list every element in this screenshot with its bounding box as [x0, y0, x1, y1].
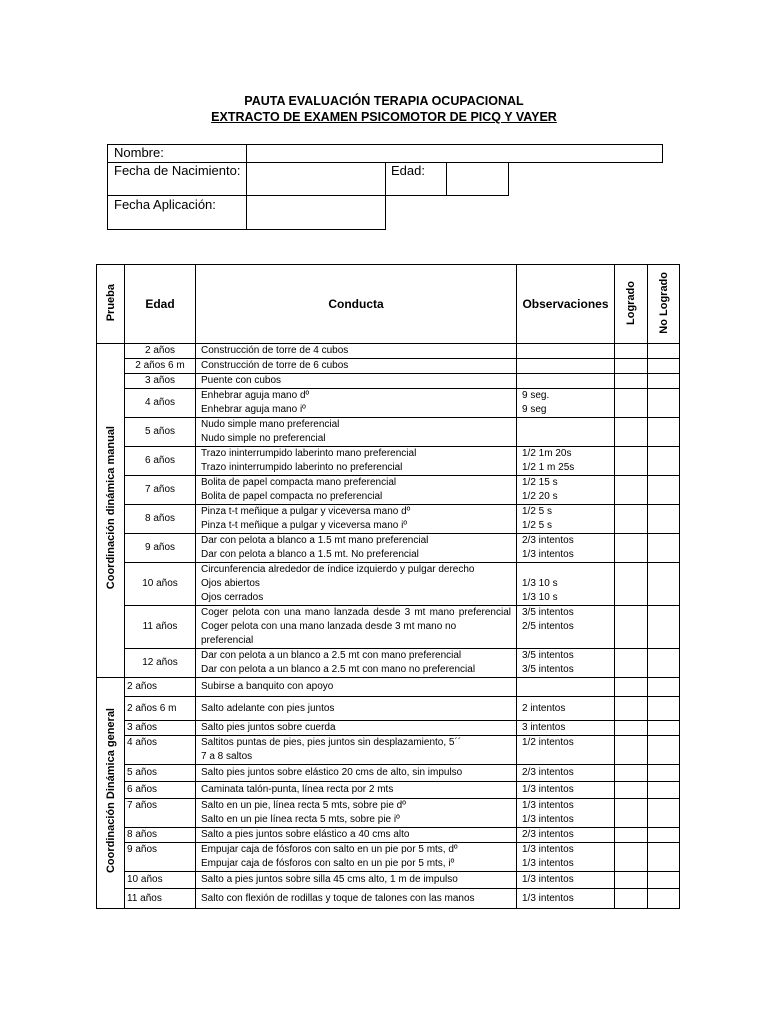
observacion-line: [522, 432, 609, 446]
conducta-line: Dar con pelota a blanco a 1.5 mt. No preferencial: [201, 549, 419, 560]
conducta-line: Salto pies juntos sobre cuerda: [201, 722, 336, 733]
conducta-cell: [196, 872, 517, 889]
conducta-line: Trazo ininterrumpido laberinto mano preferencial: [201, 448, 417, 459]
conducta-line: Ojos cerrados: [201, 592, 264, 603]
section-label: Coordinación Dinámica general: [104, 707, 117, 874]
observaciones-cell: [517, 843, 615, 872]
logrado-checkbox-cell[interactable]: [615, 828, 648, 843]
conducta-line: Salto pies juntos sobre elástico 20 cms de alto, sin impulso: [201, 767, 463, 778]
age-cell: 11 años: [125, 889, 196, 909]
observaciones-cell: [517, 889, 615, 909]
no-logrado-checkbox-cell[interactable]: [648, 505, 680, 534]
conducta-line: Coger pelota con una mano lanzada desde 3 mt mano preferencial: [201, 607, 511, 618]
observaciones-cell: [517, 606, 615, 649]
header-no-logrado: [648, 265, 680, 344]
table-row: [97, 765, 680, 782]
conducta-line: Circunferencia alrededor de índice izquierdo y pulgar derecho: [201, 564, 475, 575]
observacion-line: 1/3 intentos: [522, 892, 574, 904]
table-row: [97, 872, 680, 889]
edad-field[interactable]: [446, 162, 509, 196]
conducta-cell: [196, 476, 517, 505]
header-no-logrado-label: No Logrado: [657, 271, 670, 334]
conducta-cell: [196, 534, 517, 563]
table-row: [97, 447, 680, 476]
observacion-line: [522, 634, 609, 648]
conducta-line: Bolita de papel compacta mano preferencial: [201, 477, 397, 488]
no-logrado-checkbox-cell[interactable]: [648, 374, 680, 389]
conducta-line: Salto a pies juntos sobre silla 45 cms alto, 1 m de impulso: [201, 874, 458, 885]
observaciones-cell: [517, 736, 615, 765]
logrado-checkbox-cell[interactable]: [615, 374, 648, 389]
observaciones-cell: [517, 389, 615, 418]
logrado-checkbox-cell[interactable]: [615, 476, 648, 505]
age-cell: 8 años: [125, 505, 196, 534]
no-logrado-checkbox-cell[interactable]: [648, 418, 680, 447]
conducta-cell: [196, 736, 517, 765]
section-label-cell: [97, 344, 125, 678]
observacion-line: 1/3 intentos: [522, 874, 574, 885]
nombre-field[interactable]: [246, 144, 663, 163]
conducta-line: Trazo ininterrumpido laberinto no preferencial: [201, 462, 403, 473]
logrado-checkbox-cell[interactable]: [615, 872, 648, 889]
document-subtitle: EXTRACTO DE EXAMEN PSICOMOTOR DE PICQ Y VAYER: [211, 110, 557, 124]
age-cell: 2 años: [125, 344, 196, 359]
logrado-checkbox-cell[interactable]: [615, 359, 648, 374]
logrado-checkbox-cell[interactable]: [615, 697, 648, 721]
conducta-line: preferencial: [201, 635, 254, 646]
no-logrado-checkbox-cell[interactable]: [648, 359, 680, 374]
patient-info-form: [107, 144, 663, 230]
table-row: [97, 534, 680, 563]
table-row: [97, 418, 680, 447]
conducta-line: Construcción de torre de 4 cubos: [201, 345, 349, 356]
observaciones-cell: [517, 374, 615, 389]
observacion-line: [522, 359, 609, 373]
observaciones-cell: [517, 447, 615, 476]
observaciones-cell: [517, 344, 615, 359]
table-row: [97, 889, 680, 909]
conducta-line: Coger pelota con una mano lanzada desde 3 mt mano no: [201, 621, 457, 632]
table-row: [97, 697, 680, 721]
observaciones-cell: [517, 563, 615, 606]
age-cell: 10 años: [125, 563, 196, 606]
logrado-checkbox-cell[interactable]: [615, 563, 648, 606]
observacion-line: 2/3 intentos: [522, 829, 574, 840]
conducta-cell: [196, 678, 517, 697]
conducta-line: Empujar caja de fósforos con salto en un pie por 5 mts, dº: [201, 844, 458, 855]
conducta-cell: [196, 447, 517, 476]
observaciones-cell: [517, 872, 615, 889]
conducta-line: Subirse a banquito con apoyo: [201, 681, 334, 692]
no-logrado-checkbox-cell[interactable]: [648, 649, 680, 678]
conducta-cell: [196, 889, 517, 909]
table-row: [97, 649, 680, 678]
logrado-checkbox-cell[interactable]: [615, 782, 648, 799]
nombre-label: Nombre:: [114, 145, 164, 160]
observacion-line: 1/3 10 s: [522, 578, 558, 589]
section-label-cell: [97, 678, 125, 909]
conducta-cell: [196, 389, 517, 418]
age-cell: 5 años: [125, 765, 196, 782]
logrado-checkbox-cell[interactable]: [615, 534, 648, 563]
conducta-cell: [196, 721, 517, 736]
age-cell: 12 años: [125, 649, 196, 678]
observacion-line: 3/5 intentos: [522, 607, 574, 618]
conducta-cell: [196, 606, 517, 649]
observaciones-cell: [517, 649, 615, 678]
section-label: Coordinación dinámica manual: [104, 426, 117, 590]
no-logrado-checkbox-cell[interactable]: [648, 563, 680, 606]
conducta-cell: [196, 828, 517, 843]
header-row: [97, 265, 680, 344]
logrado-checkbox-cell[interactable]: [615, 765, 648, 782]
no-logrado-checkbox-cell[interactable]: [648, 828, 680, 843]
logrado-checkbox-cell[interactable]: [615, 418, 648, 447]
age-cell: 11 años: [125, 606, 196, 649]
header-logrado-label: Logrado: [625, 280, 637, 325]
observacion-line: 1/2 1m 20s: [522, 448, 572, 459]
table-row: [97, 563, 680, 606]
observaciones-cell: [517, 697, 615, 721]
conducta-line: Nudo simple no preferencial: [201, 433, 326, 444]
conducta-line: Dar con pelota a un blanco a 2.5 mt con mano no preferencial: [201, 664, 476, 675]
conducta-line: Salto con flexión de rodillas y toque de talones con las manos: [201, 892, 475, 904]
table-row: [97, 344, 680, 359]
observacion-line: 1/3 intentos: [522, 800, 574, 811]
conducta-cell: [196, 418, 517, 447]
evaluation-table-body: [97, 265, 680, 909]
header-observaciones: Observaciones: [517, 265, 615, 344]
logrado-checkbox-cell[interactable]: [615, 736, 648, 765]
no-logrado-checkbox-cell[interactable]: [648, 799, 680, 828]
conducta-line: Puente con cubos: [201, 375, 282, 386]
observacion-line: [522, 418, 609, 432]
header-conducta: Conducta: [196, 265, 517, 344]
observacion-line: 1/3 intentos: [522, 814, 574, 825]
table-row: [97, 782, 680, 799]
observacion-line: 1/2 20 s: [522, 491, 558, 502]
observacion-line: 1/2 5 s: [522, 506, 553, 517]
conducta-line: Salto en un pie línea recta 5 mts, sobre pie iº: [201, 814, 400, 825]
conducta-cell: [196, 843, 517, 872]
document-header: [0, 93, 768, 125]
table-row: [97, 505, 680, 534]
table-row: [97, 721, 680, 736]
no-logrado-checkbox-cell[interactable]: [648, 765, 680, 782]
age-cell: 7 años: [125, 799, 196, 828]
conducta-cell: [196, 505, 517, 534]
logrado-checkbox-cell[interactable]: [615, 843, 648, 872]
observacion-line: 3/5 intentos: [522, 650, 574, 661]
observacion-line: [522, 750, 609, 764]
age-cell: 4 años: [125, 389, 196, 418]
age-cell: 9 años: [125, 843, 196, 872]
observacion-line: 1/3 intentos: [522, 858, 574, 869]
conducta-cell: [196, 359, 517, 374]
no-logrado-checkbox-cell[interactable]: [648, 736, 680, 765]
table-row: [97, 389, 680, 418]
table-row: [97, 736, 680, 765]
no-logrado-checkbox-cell[interactable]: [648, 872, 680, 889]
observaciones-cell: [517, 534, 615, 563]
table-row: [97, 678, 680, 697]
logrado-checkbox-cell[interactable]: [615, 505, 648, 534]
conducta-line: Caminata talón-punta, línea recta por 2 mts: [201, 784, 394, 795]
logrado-checkbox-cell[interactable]: [615, 606, 648, 649]
age-cell: 6 años: [125, 447, 196, 476]
conducta-cell: [196, 782, 517, 799]
age-cell: 2 años 6 m: [125, 697, 196, 721]
no-logrado-checkbox-cell[interactable]: [648, 697, 680, 721]
fecha-nacimiento-field[interactable]: [246, 162, 386, 196]
conducta-cell: [196, 697, 517, 721]
age-cell: 3 años: [125, 374, 196, 389]
observacion-line: [522, 563, 609, 577]
fecha-nacimiento-label: Fecha de Nacimiento:: [114, 163, 241, 178]
observacion-line: 1/2 intentos: [522, 737, 574, 748]
conducta-cell: [196, 374, 517, 389]
age-cell: 2 años: [125, 678, 196, 697]
table-row: [97, 359, 680, 374]
observacion-line: 2/5 intentos: [522, 621, 574, 632]
conducta-line: Pinza t-t meñique a pulgar y viceversa mano iº: [201, 520, 407, 531]
conducta-line: Ojos abiertos: [201, 578, 260, 589]
observacion-line: 1/3 intentos: [522, 844, 574, 855]
observacion-line: 1/3 10 s: [522, 592, 558, 603]
observaciones-cell: [517, 359, 615, 374]
conducta-cell: [196, 563, 517, 606]
header-prueba-label: Prueba: [104, 283, 117, 322]
edad-label: Edad:: [391, 163, 425, 178]
observacion-line: [522, 374, 609, 388]
fecha-aplicacion-label: Fecha Aplicación:: [114, 197, 216, 212]
observacion-line: 2/3 intentos: [522, 767, 574, 778]
table-row: [97, 476, 680, 505]
observaciones-cell: [517, 505, 615, 534]
logrado-checkbox-cell[interactable]: [615, 389, 648, 418]
conducta-line: Salto adelante con pies juntos: [201, 702, 335, 714]
conducta-cell: [196, 799, 517, 828]
no-logrado-checkbox-cell[interactable]: [648, 534, 680, 563]
age-cell: 9 años: [125, 534, 196, 563]
table-row: [97, 374, 680, 389]
no-logrado-checkbox-cell[interactable]: [648, 843, 680, 872]
observacion-line: 1/3 intentos: [522, 784, 574, 795]
conducta-cell: [196, 649, 517, 678]
conducta-line: Pinza t-t meñique a pulgar y viceversa mano dº: [201, 506, 411, 517]
document-title: PAUTA EVALUACIÓN TERAPIA OCUPACIONAL: [244, 94, 524, 108]
observaciones-cell: [517, 721, 615, 736]
no-logrado-checkbox-cell[interactable]: [648, 344, 680, 359]
no-logrado-checkbox-cell[interactable]: [648, 476, 680, 505]
observaciones-cell: [517, 765, 615, 782]
table-row: [97, 828, 680, 843]
observacion-line: 1/2 5 s: [522, 520, 553, 531]
conducta-line: Enhebrar aguja mano dº: [201, 390, 310, 401]
table-row: [97, 799, 680, 828]
table-row: [97, 843, 680, 872]
no-logrado-checkbox-cell[interactable]: [648, 389, 680, 418]
logrado-checkbox-cell[interactable]: [615, 649, 648, 678]
logrado-checkbox-cell[interactable]: [615, 678, 648, 697]
observacion-line: [522, 680, 609, 694]
observacion-line: 2/3 intentos: [522, 535, 574, 546]
age-cell: 8 años: [125, 828, 196, 843]
observaciones-cell: [517, 418, 615, 447]
conducta-line: Empujar caja de fósforos con salto en un pie por 5 mts, iº: [201, 858, 455, 869]
no-logrado-checkbox-cell[interactable]: [648, 678, 680, 697]
age-cell: 3 años: [125, 721, 196, 736]
fecha-aplicacion-field[interactable]: [246, 195, 386, 230]
logrado-checkbox-cell[interactable]: [615, 799, 648, 828]
observacion-line: [522, 344, 609, 358]
conducta-line: Salto a pies juntos sobre elástico a 40 cms alto: [201, 829, 410, 840]
observacion-line: 9 seg.: [522, 390, 550, 401]
observacion-line: 1/3 intentos: [522, 549, 574, 560]
conducta-line: Nudo simple mano preferencial: [201, 419, 340, 430]
conducta-line: Salto en un pie, línea recta 5 mts, sobre pie dº: [201, 800, 406, 811]
conducta-line: 7 a 8 saltos: [201, 751, 253, 762]
conducta-cell: [196, 765, 517, 782]
observaciones-cell: [517, 799, 615, 828]
no-logrado-checkbox-cell[interactable]: [648, 889, 680, 909]
no-logrado-checkbox-cell[interactable]: [648, 606, 680, 649]
conducta-cell: [196, 344, 517, 359]
observacion-line: 1/2 15 s: [522, 477, 558, 488]
observacion-line: 3/5 intentos: [522, 664, 574, 675]
conducta-line: Construcción de torre de 6 cubos: [201, 360, 349, 371]
logrado-checkbox-cell[interactable]: [615, 344, 648, 359]
observaciones-cell: [517, 828, 615, 843]
header-logrado: [615, 265, 648, 344]
age-cell: 10 años: [125, 872, 196, 889]
conducta-line: Dar con pelota a blanco a 1.5 mt mano preferencial: [201, 535, 429, 546]
observaciones-cell: [517, 476, 615, 505]
observacion-line: 9 seg: [522, 404, 547, 415]
conducta-line: Dar con pelota a un blanco a 2.5 mt con mano preferencial: [201, 650, 462, 661]
header-prueba: [97, 265, 125, 344]
logrado-checkbox-cell[interactable]: [615, 889, 648, 909]
logrado-checkbox-cell[interactable]: [615, 447, 648, 476]
conducta-line: Saltitos puntas de pies, pies juntos sin desplazamiento, 5´´: [201, 737, 462, 748]
observaciones-cell: [517, 678, 615, 697]
no-logrado-checkbox-cell[interactable]: [648, 721, 680, 736]
no-logrado-checkbox-cell[interactable]: [648, 782, 680, 799]
table-row: [97, 606, 680, 649]
age-cell: 5 años: [125, 418, 196, 447]
conducta-line: Enhebrar aguja mano iº: [201, 404, 306, 415]
age-cell: 7 años: [125, 476, 196, 505]
logrado-checkbox-cell[interactable]: [615, 721, 648, 736]
age-cell: 2 años 6 m: [125, 359, 196, 374]
evaluation-table: [96, 264, 680, 909]
conducta-line: Bolita de papel compacta no preferencial: [201, 491, 383, 502]
observacion-line: 1/2 1 m 25s: [522, 462, 575, 473]
no-logrado-checkbox-cell[interactable]: [648, 447, 680, 476]
header-edad: Edad: [125, 265, 196, 344]
age-cell: 6 años: [125, 782, 196, 799]
observacion-line: 2 intentos: [522, 702, 566, 714]
observaciones-cell: [517, 782, 615, 799]
age-cell: 4 años: [125, 736, 196, 765]
observacion-line: 3 intentos: [522, 722, 566, 733]
